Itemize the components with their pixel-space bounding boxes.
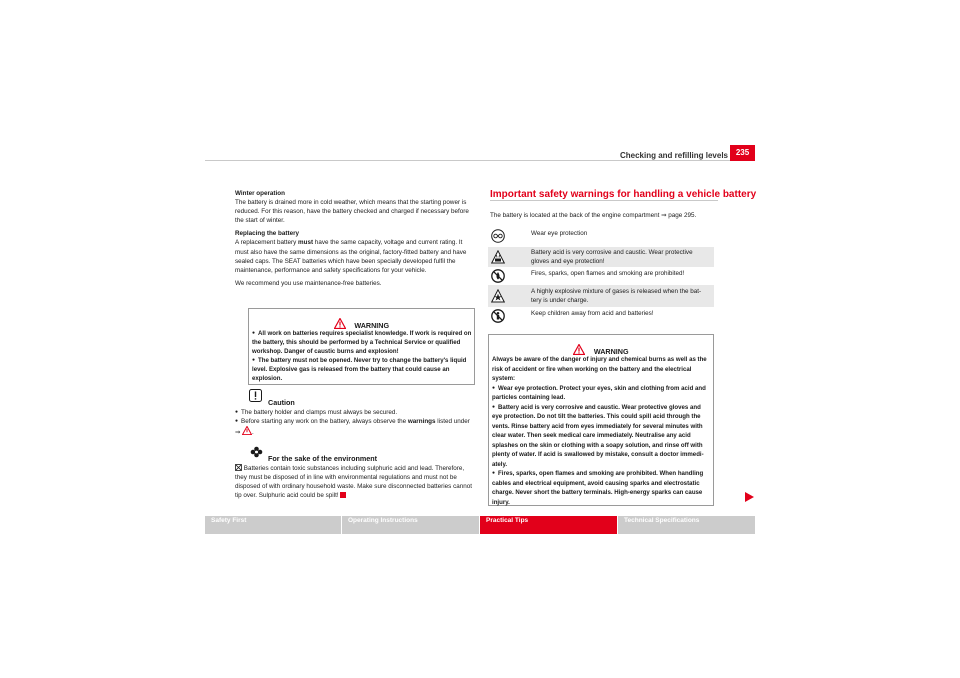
caution-title: Caution — [268, 398, 295, 407]
table-row — [488, 226, 714, 247]
section-title: Important safety warnings for handling a vehicle battery — [490, 189, 757, 200]
replacing-text — [235, 238, 475, 274]
warning-triangle-icon — [573, 344, 585, 355]
footer-tab-label: Safety First — [211, 517, 247, 524]
caution-item-1: ● The battery holder and clamps must always be secured. — [235, 408, 475, 417]
right-warning-item-3: ● Fires, sparks, open flames and smoking are prohibited. When handling cables and electrical equipment, avoid causing sparks and electrostatic charge. Never short the battery terminals. High-energy sparks can cause injury. — [492, 469, 712, 507]
table-row — [488, 247, 714, 267]
footer-tab-label: Operating Instructions — [348, 517, 418, 524]
left-warning-item-2: ● The battery must not be opened. Never try to change the battery's liquid level. Explosive gas is released from the battery that could cause an explosion. — [252, 356, 473, 383]
caution-item-2-b: warnings — [407, 418, 436, 426]
footer-tab-safety-first[interactable] — [205, 516, 341, 534]
eye-protection-icon — [491, 229, 505, 243]
right-warning-title: WARNING — [593, 347, 629, 356]
warning-ref-triangle-icon — [242, 426, 252, 435]
winter-heading: Winter operation — [235, 190, 285, 197]
section-title-rule — [490, 200, 718, 201]
table-cell-text: Fires, sparks, open flames and smoking are prohibited! — [531, 270, 685, 277]
winter-text: The battery is drained more in cold weather, which means that the starting power is reduced. For this reason, have the battery checked and charged if necessary before the start of winter. — [235, 199, 469, 225]
left-warning-body — [252, 329, 473, 383]
table-cell-text: A highly explosive mixture of gases is released when the bat-tery is under charge. — [531, 288, 702, 304]
left-warning-item-1: ● All work on batteries requires specialist knowledge. If work is required on the battery, this should be performed by a Technical Service or qualified workshop. Danger of caustic burns and explosion! — [252, 329, 473, 356]
footer-tab-label: Practical Tips — [486, 517, 529, 524]
warning-triangle-icon — [334, 318, 346, 329]
replacing-text-b: have the same capacity, voltage and current rating. It must also have the same dimensions as the original, factory-fitted battery and have sealed caps. The SEAT batteries which have been specially developed fulfil the maintenance, performance and safety specifications for your vehicle. — [235, 239, 467, 274]
right-warning-body — [492, 355, 712, 507]
recommend-text: We recommend you use maintenance-free batteries. — [235, 279, 382, 287]
right-warning-intro: Always be aware of the danger of injury and chemical burns as well as the risk of accident or fire when working on the battery and the electrical system: — [492, 356, 707, 382]
caution-exclamation-icon — [249, 389, 262, 402]
right-warning-item-2: ● Battery acid is very corrosive and caustic. Wear protective gloves and eye protection. Do not tilt the batteries. This could spill acid through the vents. Rinse battery acid from eyes immediately for several minutes with clear water. Then seek medical care immediately. Neutralise any acid splashes on the skin or clothing with a soapy solution, and rinse off with plenty of water. If acid is swallowed by mistake, consult a doctor immedi-ately. — [492, 403, 712, 470]
caution-header — [249, 389, 262, 407]
acid-hazard-icon — [491, 250, 505, 264]
recycle-bin-icon — [235, 464, 242, 471]
table-row — [488, 267, 714, 285]
replacing-heading: Replacing the battery — [235, 230, 300, 238]
page-header-title: Checking and refilling levels — [619, 151, 728, 160]
footer-tab-technical-specifications[interactable] — [618, 516, 755, 534]
explosion-hazard-icon — [491, 289, 505, 303]
left-column — [235, 189, 475, 288]
environment-header — [250, 445, 263, 463]
header-rule — [205, 160, 755, 161]
table-cell-text: Battery acid is very corrosive and caustic. Wear protective gloves and eye protection! — [531, 249, 693, 265]
footer-tab-operating-instructions[interactable] — [342, 516, 479, 534]
replacing-text-a: A replacement battery — [235, 239, 299, 247]
keep-children-away-icon — [491, 309, 505, 323]
table-cell-text: Wear eye protection — [531, 230, 588, 237]
environment-body — [235, 464, 475, 500]
left-warning-box — [248, 308, 475, 385]
environment-flower-icon — [250, 446, 263, 458]
caution-item-2-c: listed under ⇒ — [235, 418, 470, 437]
environment-title: For the sake of the environment — [268, 454, 378, 463]
next-page-arrow-icon — [745, 492, 754, 502]
page-number: 235 — [730, 145, 755, 161]
caution-item-2-a: ● Before starting any work on the battery, always observe the — [235, 418, 408, 425]
table-row — [488, 285, 714, 307]
table-row — [488, 307, 714, 325]
footer-tab-label: Technical Specifications — [624, 517, 700, 524]
no-fire-icon — [491, 269, 505, 283]
left-warning-title: WARNING — [354, 321, 390, 330]
caution-item-2: ● Before starting any work on the battery, always observe the warnings listed under ⇒ . — [235, 417, 475, 437]
caution-body — [235, 408, 475, 437]
section-intro: The battery is located at the back of the engine compartment ⇒ page 295. — [490, 212, 697, 219]
right-warning-item-1: ● Wear eye protection. Protect your eyes, skin and clothing from acid and particles containing lead. — [492, 384, 712, 403]
right-warning-box — [488, 334, 714, 506]
end-of-section-marker — [340, 492, 346, 498]
replacing-text-must: must — [298, 239, 314, 247]
footer-tab-practical-tips[interactable] — [480, 516, 617, 534]
environment-text: Batteries contain toxic substances including sulphuric acid and lead. Therefore, they must be disposed of in line with environmental regulations and must not be disposed of with ordinary household waste. Make sure disconnected batteries cannot tip over. Sulphuric acid could be spilt! — [235, 465, 472, 500]
table-cell-text: Keep children away from acid and batteries! — [531, 310, 654, 317]
